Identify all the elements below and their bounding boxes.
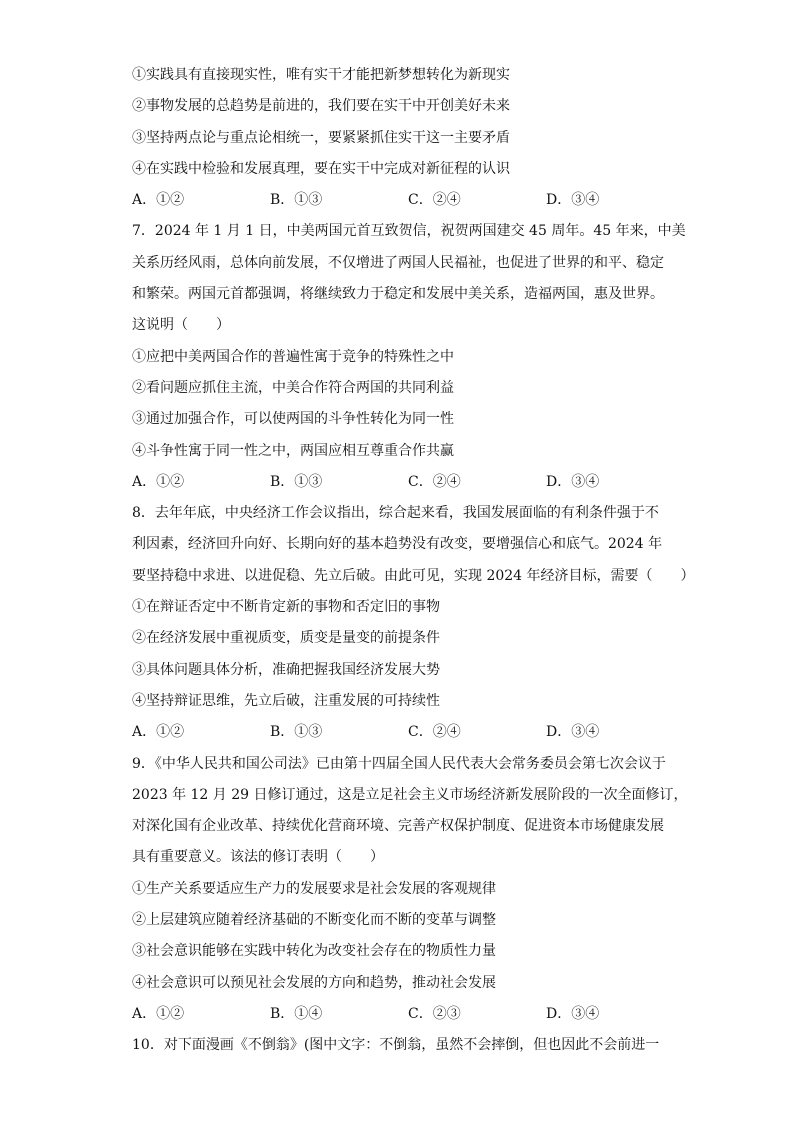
- q7-items: [132, 342, 672, 467]
- q8-option-b[interactable]: B．①③: [270, 724, 323, 741]
- q8-stem-line: 要坚持稳中求进、以进促稳、先立后破。由此可见，实现 2024 年经济目标，需要（ ）: [132, 567, 695, 584]
- q6-option-a[interactable]: A．①②: [132, 192, 185, 209]
- q8-item-1: ①在辩证否定中不断肯定新的事物和否定旧的事物: [132, 599, 440, 616]
- q6-option-b[interactable]: B．①③: [270, 192, 323, 209]
- q7-item-2: ②看问题应抓住主流，中美合作符合两国的共同利益: [132, 379, 454, 396]
- q9-stem-line: 9．《中华人民共和国公司法》已由第十四届全国人民代表大会常务委员会第七次会议于: [132, 755, 666, 772]
- q7-item-1: ①应把中美两国合作的普遍性寓于竞争的特殊性之中: [132, 348, 454, 365]
- q7-option-c[interactable]: C．②④: [408, 473, 461, 490]
- q9-options: [132, 999, 672, 1030]
- q9-item-1: ①生产关系要适应生产力的发展要求是社会发展的客观规律: [132, 880, 496, 897]
- exam-page: [132, 60, 695, 1062]
- q8-stem: [132, 498, 695, 592]
- q8-item-3: ③具体问题具体分析，准确把握我国经济发展大势: [132, 661, 440, 678]
- q9-stem-line: 2023 年 12 月 29 日修订通过，这是立足社会主义市场经济新发展阶段的一次全面修订，: [132, 786, 688, 803]
- q6-options: [132, 185, 672, 216]
- q8-item-4: ④坚持辩证思维，先立后破，注重发展的可持续性: [132, 692, 440, 709]
- q9-items: [132, 874, 672, 999]
- q9-stem: [132, 749, 688, 874]
- q9-option-b[interactable]: B．①④: [270, 1005, 323, 1022]
- q8-option-c[interactable]: C．②④: [408, 724, 461, 741]
- q9-stem-line: 具有重要意义。该法的修订表明（ ）: [132, 849, 384, 866]
- q7-stem-line: 7．2024 年 1 月 1 日，中美两国元首互致贺信，祝贺两国建交 45 周年。45 年来，中美: [132, 223, 686, 240]
- q6-item-4: ④在实践中检验和发展真理，要在实干中完成对新征程的认识: [132, 160, 510, 177]
- q6-item-1: ①实践具有直接现实性，唯有实干才能把新梦想转化为新现实: [132, 67, 510, 83]
- q10-stem-line: 10．对下面漫画《不倒翁》(图中文字：不倒翁，虽然不会摔倒，但也因此不会前进一: [132, 1037, 660, 1054]
- q7-option-a[interactable]: A．①②: [132, 473, 185, 490]
- q7-options: [132, 467, 672, 498]
- q6-option-c[interactable]: C．②④: [408, 192, 461, 209]
- q8-stem-line: 8．去年年底，中央经济工作会议指出，综合起来看，我国发展面临的有利条件强于不: [132, 505, 659, 522]
- q9-stem-line: 对深化国有企业改革、持续优化营商环境、完善产权保护制度、促进资本市场健康发展: [132, 818, 664, 835]
- q8-option-a[interactable]: A．①②: [132, 724, 185, 741]
- q8-option-d[interactable]: D．③④: [546, 724, 600, 741]
- q9-option-d[interactable]: D．③④: [546, 1005, 600, 1022]
- q6-item-3: ③坚持两点论与重点论相统一，要紧紧抓住实干这一主要矛盾: [132, 129, 510, 146]
- q7-item-3: ③通过加强合作，可以使两国的斗争性转化为同一性: [132, 411, 454, 428]
- q10-stem: [132, 1030, 672, 1061]
- q8-items: [132, 592, 672, 717]
- q8-options: [132, 717, 672, 748]
- q6-items: [132, 60, 672, 185]
- q9-item-2: ②上层建筑应随着经济基础的不断变化而不断的变革与调整: [132, 912, 496, 929]
- q7-stem: [132, 216, 686, 341]
- q7-stem-line: 这说明（ ）: [132, 317, 230, 334]
- q6-option-d[interactable]: D．③④: [546, 192, 600, 209]
- q9-item-3: ③社会意识能够在实践中转化为改变社会存在的物质性力量: [132, 943, 496, 960]
- q9-option-a[interactable]: A．①②: [132, 1005, 185, 1022]
- q9-option-c[interactable]: C．②③: [408, 1005, 461, 1022]
- q6-item-2: ②事物发展的总趋势是前进的，我们要在实干中开创美好未来: [132, 98, 510, 115]
- q7-option-b[interactable]: B．①③: [270, 473, 323, 490]
- q8-item-2: ②在经济发展中重视质变，质变是量变的前提条件: [132, 630, 440, 647]
- q7-item-4: ④斗争性寓于同一性之中，两国应相互尊重合作共赢: [132, 442, 454, 459]
- q7-stem-line: 关系历经风雨，总体向前发展，不仅增进了两国人民福祉，也促进了世界的和平、稳定: [132, 254, 664, 271]
- q9-item-4: ④社会意识可以预见社会发展的方向和趋势，推动社会发展: [132, 974, 496, 991]
- q7-stem-line: 和繁荣。两国元首都强调，将继续致力于稳定和发展中美关系，造福两国，惠及世界。: [132, 286, 664, 303]
- q7-option-d[interactable]: D．③④: [546, 473, 600, 490]
- q8-stem-line: 利因素，经济回升向好、长期向好的基本趋势没有改变，要增强信心和底气。2024 年: [132, 536, 663, 553]
